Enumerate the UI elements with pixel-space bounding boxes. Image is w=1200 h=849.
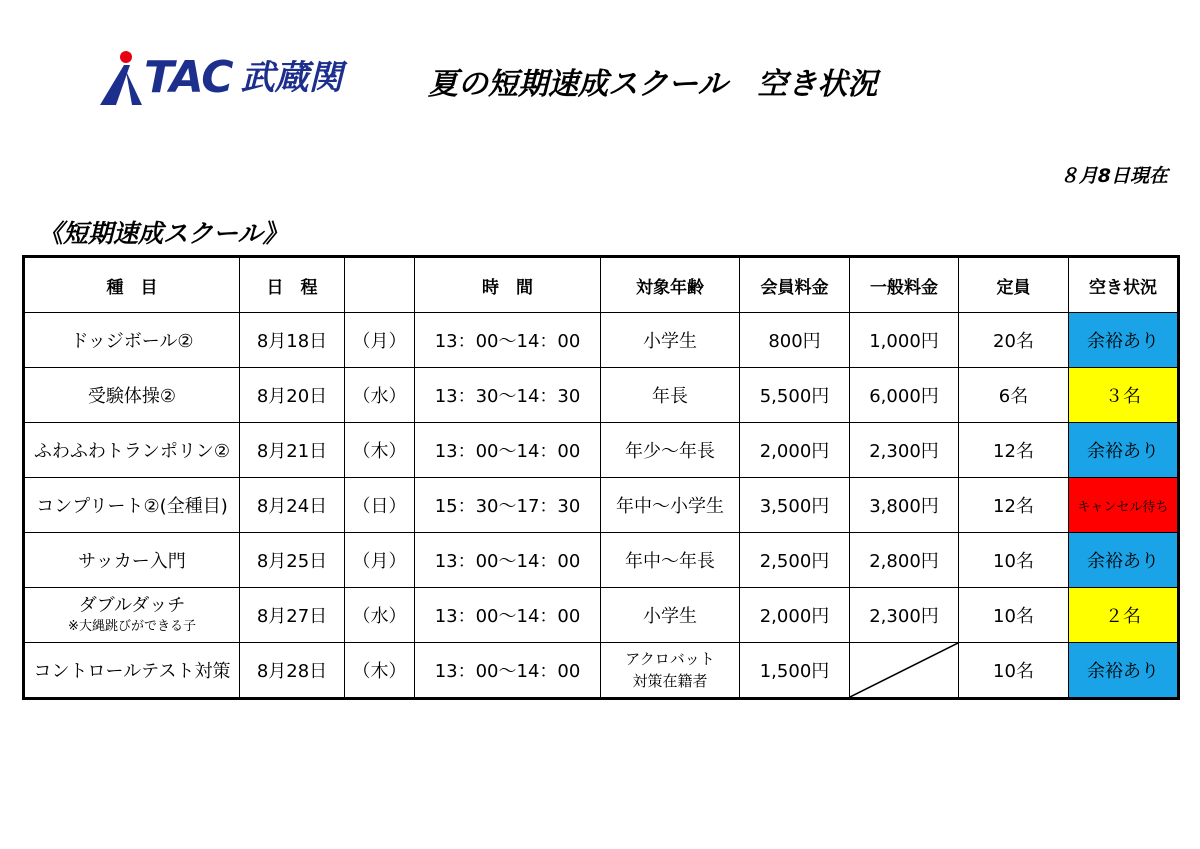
status-cell: ３名	[1069, 368, 1179, 423]
course-name: 受験体操②	[24, 368, 240, 423]
weekday: （木）	[345, 423, 415, 478]
tac-logo	[96, 49, 343, 107]
time: 13：00～14：00	[415, 313, 601, 368]
table-row	[24, 313, 1179, 368]
capacity: 20名	[959, 313, 1069, 368]
tac-logo-mark-icon	[96, 49, 148, 107]
course-name: コントロールテスト対策	[24, 643, 240, 699]
course-name: コンプリート②(全種目)	[24, 478, 240, 533]
date: 8月20日	[240, 368, 345, 423]
course-name: ドッジボール②	[24, 313, 240, 368]
weekday: （月）	[345, 313, 415, 368]
status-cell: 余裕あり	[1069, 533, 1179, 588]
course-name: ダブルダッチ	[78, 595, 186, 617]
target-age: 年長	[601, 368, 740, 423]
member-fee: 800円	[740, 313, 850, 368]
target-age: 年少～年長	[601, 423, 740, 478]
general-fee: 1,000円	[850, 313, 959, 368]
general-fee: 2,800円	[850, 533, 959, 588]
capacity: 10名	[959, 588, 1069, 643]
table-row	[24, 588, 1179, 643]
target-age: 小学生	[601, 588, 740, 643]
capacity: 6名	[959, 368, 1069, 423]
date: 8月24日	[240, 478, 345, 533]
header-date: 日 程	[240, 257, 345, 313]
as-of-date: ８月8日現在	[1059, 165, 1168, 187]
logo-brand-text: TAC	[144, 52, 233, 103]
table-header-row	[24, 257, 1179, 313]
time: 13：00～14：00	[415, 643, 601, 699]
time: 13：30～14：30	[415, 368, 601, 423]
course-name: ふわふわトランポリン②	[24, 423, 240, 478]
general-fee-not-applicable	[850, 643, 959, 699]
status-cell: 余裕あり	[1069, 313, 1179, 368]
page-title: 夏の短期速成スクール 空き状況	[428, 67, 878, 102]
table-row	[24, 643, 1179, 699]
date: 8月27日	[240, 588, 345, 643]
capacity: 12名	[959, 423, 1069, 478]
target-age: アクロバット	[625, 649, 715, 668]
capacity: 10名	[959, 533, 1069, 588]
date: 8月28日	[240, 643, 345, 699]
member-fee: 1,500円	[740, 643, 850, 699]
table-row	[24, 533, 1179, 588]
target-age-cell	[601, 643, 740, 699]
header-capacity: 定員	[959, 257, 1069, 313]
weekday: （木）	[345, 643, 415, 699]
course-note: ※大縄跳びができる子	[68, 618, 196, 634]
table-row	[24, 368, 1179, 423]
target-age: 年中～小学生	[601, 478, 740, 533]
course-name-cell	[24, 588, 240, 643]
header-course: 種 目	[24, 257, 240, 313]
time: 13：00～14：00	[415, 423, 601, 478]
member-fee: 3,500円	[740, 478, 850, 533]
table-row	[24, 478, 1179, 533]
section-title: 《短期速成スクール》	[38, 219, 288, 248]
capacity: 12名	[959, 478, 1069, 533]
member-fee: 5,500円	[740, 368, 850, 423]
course-name: サッカー入門	[24, 533, 240, 588]
general-fee: 6,000円	[850, 368, 959, 423]
header-time: 時 間	[415, 257, 601, 313]
weekday: （月）	[345, 533, 415, 588]
time: 13：00～14：00	[415, 533, 601, 588]
date: 8月18日	[240, 313, 345, 368]
date: 8月25日	[240, 533, 345, 588]
weekday: （水）	[345, 588, 415, 643]
member-fee: 2,000円	[740, 423, 850, 478]
table-row	[24, 423, 1179, 478]
header-day	[345, 257, 415, 313]
status-cell: キャンセル待ち	[1069, 478, 1179, 533]
time: 15：30～17：30	[415, 478, 601, 533]
status-cell: 余裕あり	[1069, 423, 1179, 478]
target-age-line2: 対策在籍者	[632, 672, 708, 690]
time: 13：00～14：00	[415, 588, 601, 643]
weekday: （日）	[345, 478, 415, 533]
schedule-table	[22, 255, 1180, 700]
member-fee: 2,000円	[740, 588, 850, 643]
capacity: 10名	[959, 643, 1069, 699]
member-fee: 2,500円	[740, 533, 850, 588]
target-age: 年中～年長	[601, 533, 740, 588]
weekday: （水）	[345, 368, 415, 423]
header-age: 対象年齢	[601, 257, 740, 313]
date: 8月21日	[240, 423, 345, 478]
status-cell: ２名	[1069, 588, 1179, 643]
diagonal-slash-icon	[850, 643, 958, 697]
logo-place-text: 武蔵関	[240, 58, 343, 98]
header-status: 空き状況	[1069, 257, 1179, 313]
header-general-fee: 一般料金	[850, 257, 959, 313]
general-fee: 3,800円	[850, 478, 959, 533]
general-fee: 2,300円	[850, 588, 959, 643]
general-fee: 2,300円	[850, 423, 959, 478]
target-age: 小学生	[601, 313, 740, 368]
header-member-fee: 会員料金	[740, 257, 850, 313]
header	[96, 46, 343, 110]
status-cell: 余裕あり	[1069, 643, 1179, 699]
